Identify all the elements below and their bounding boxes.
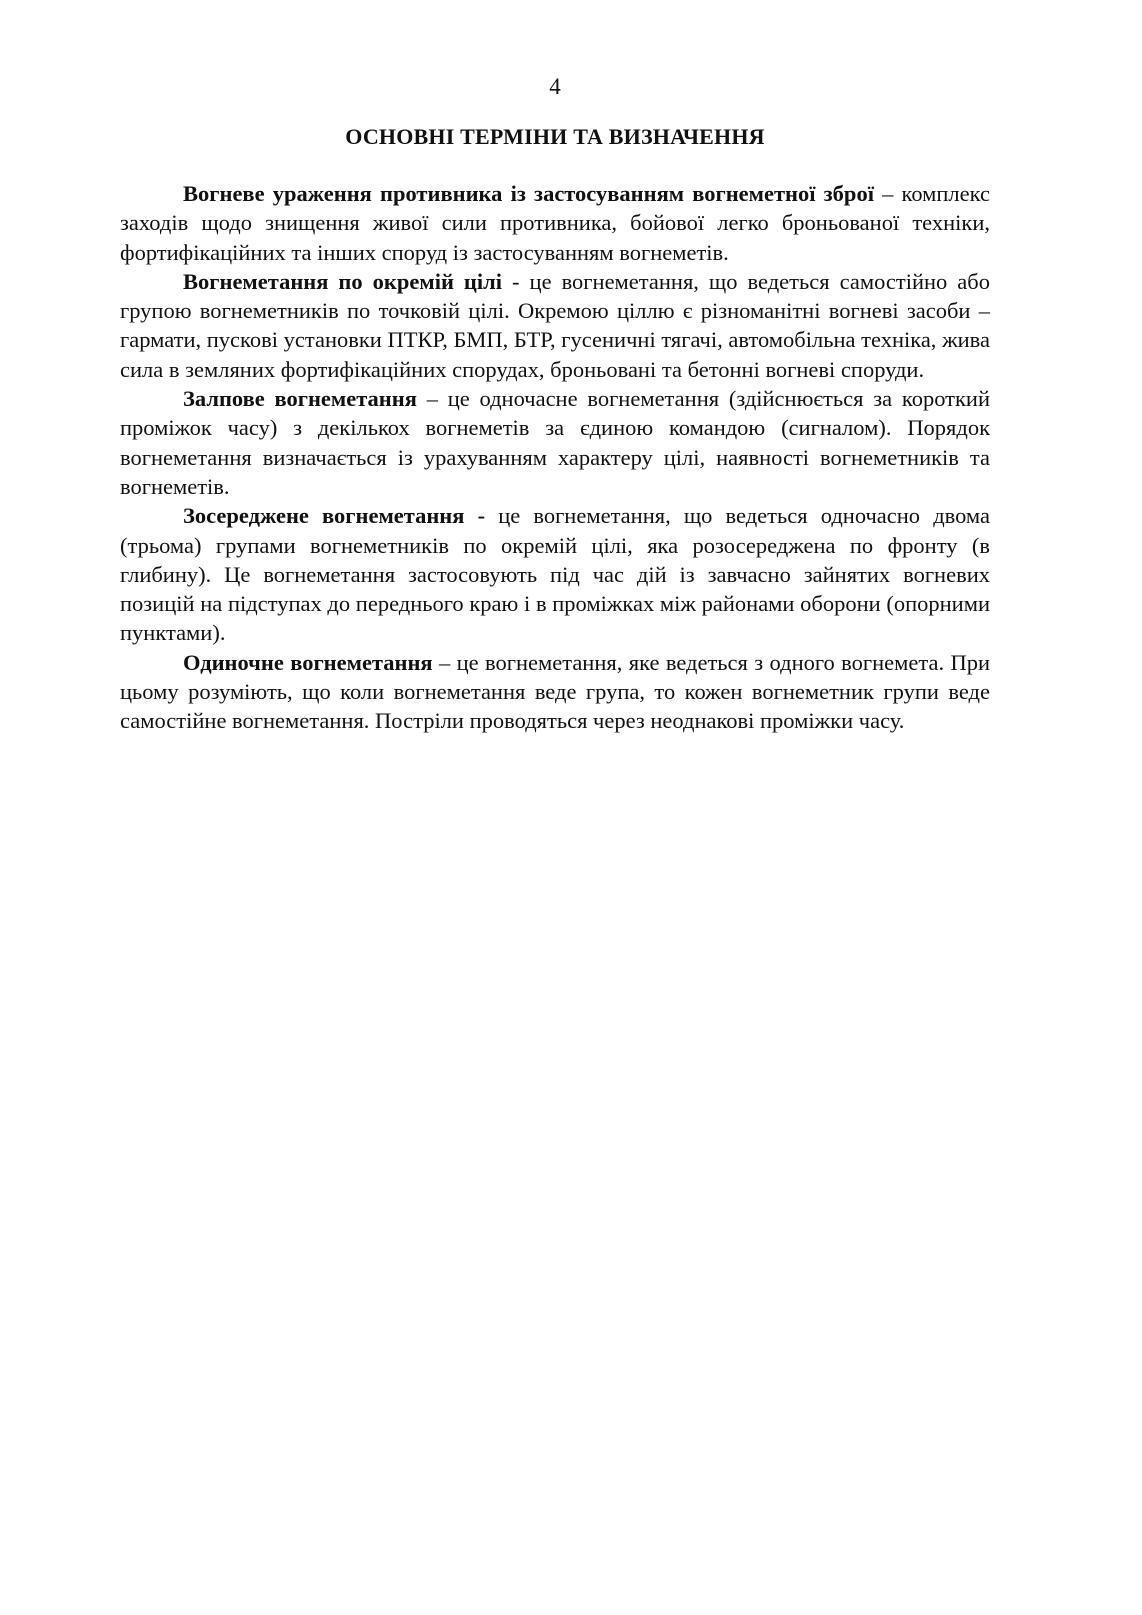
page-number: 4 xyxy=(549,74,561,99)
definition-paragraph xyxy=(120,267,990,384)
definition-text: це вогнеметання, що ведеться одночасно двома (трьома) групами вогнеметників по окремій цілі, яка розосереджена по фронту (в глибину). Це вогнеметання застосовують під час дій із завчасно зайнятих вогневих позицій на підступах до переднього краю і в проміжках між районами оборони (опорними пунктами). xyxy=(120,503,991,646)
definition-paragraph xyxy=(120,648,990,736)
definition-term: Зосереджене вогнеметання - xyxy=(183,503,486,529)
definition-text: - це вогнеметання, що ведеться самостійно або групою вогнеметників по точковій цілі. Окремою ціллю є різноманітні вогневі засоби – гармати, пускові установки ПТКР, БМП, БТР, гусеничні тягачі, автомобільна техніка, жива сила в земляних фортифікаційних спорудах, броньовані та бетонні вогневі споруди. xyxy=(120,268,990,382)
definition-term: Вогнеметання по окремій цілі xyxy=(183,268,503,294)
definition-text: – комплекс заходів щодо знищення живої сили противника, бойової легко броньованої техніки, фортифікаційних та інших споруд із застосуванням вогнеметів. xyxy=(120,181,990,265)
definition-text: – це одночасне вогнеметання (здійснюється за короткий проміжок часу) з декількох вогнеметів за єдиною командою (сигналом). Порядок вогнеметання визначається із урахуванням характеру цілі, наявності вогнеметників та вогнеметів. xyxy=(120,386,990,499)
definitions-body xyxy=(120,179,990,736)
definition-paragraph xyxy=(120,384,990,501)
definition-term: Вогневе ураження противника із застосуванням вогнеметної зброї xyxy=(183,181,874,206)
definition-paragraph xyxy=(120,179,990,267)
definition-paragraph xyxy=(120,501,990,647)
definition-term: Залпове вогнеметання xyxy=(183,386,417,412)
page-title: ОСНОВНІ ТЕРМІНИ ТА ВИЗНАЧЕННЯ xyxy=(345,124,765,149)
definition-term: Одиночне вогнеметання xyxy=(183,649,433,675)
definition-text: – це вогнеметання, яке ведеться з одного вогнемета. При цьому розуміють, що коли вогнеметання веде група, то кожен вогнеметник групи веде самостійне вогнеметання. Постріли проводяться через неоднакові проміжки часу. xyxy=(120,649,990,734)
